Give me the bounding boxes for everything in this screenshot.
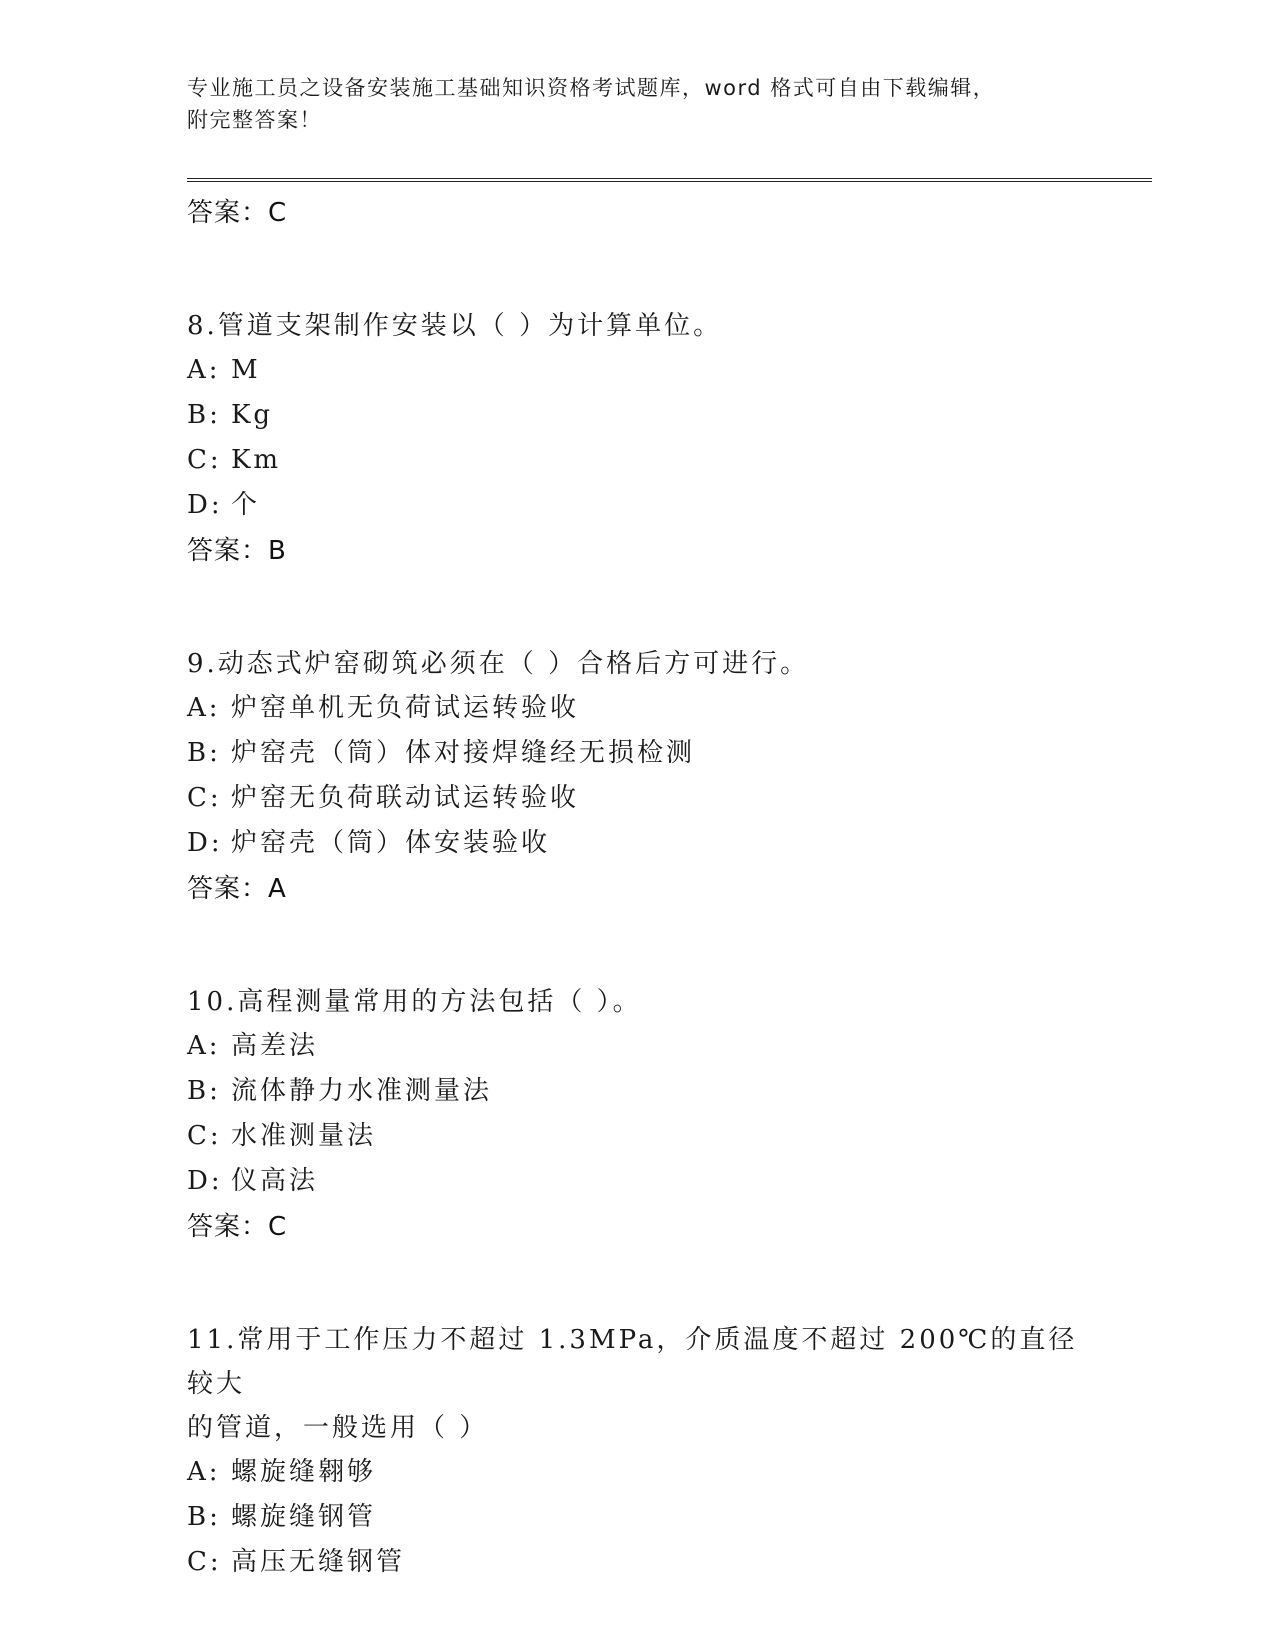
option-text: 水准测量法: [231, 1121, 377, 1151]
option-letter: B:: [187, 400, 221, 430]
option-a: [187, 348, 1087, 393]
option-text: 个: [231, 490, 261, 520]
question-9: [187, 642, 1087, 912]
question-stem: [187, 1318, 1087, 1450]
option-letter: C:: [187, 1121, 222, 1151]
header-line-1: 专业施工员之设备安装施工基础知识资格考试题库，word 格式可自由下载编辑，: [187, 76, 996, 100]
option-letter: C:: [187, 1547, 222, 1577]
option-b: [187, 1495, 1087, 1540]
answer-value: C: [268, 198, 288, 228]
option-a: [187, 1024, 1087, 1069]
option-text: 流体静力水准测量法: [231, 1076, 493, 1106]
option-text: Kg: [231, 400, 274, 430]
header-double-rule: [187, 178, 1152, 182]
option-text: 高压无缝钢管: [231, 1547, 406, 1577]
option-text: 炉窑无负荷联动试运转验收: [231, 783, 580, 813]
option-letter: D:: [187, 1166, 223, 1196]
option-letter: B:: [187, 1076, 221, 1106]
option-text: M: [231, 355, 261, 385]
option-text: 螺旋缝翱够: [231, 1457, 377, 1487]
option-b: [187, 1069, 1087, 1114]
question-list: [187, 190, 1087, 1585]
option-d: [187, 821, 1087, 866]
option-d: [187, 483, 1087, 528]
option-c: [187, 1114, 1087, 1159]
option-letter: D:: [187, 490, 223, 520]
option-a: [187, 686, 1087, 731]
answer-label: 答案：: [187, 1212, 269, 1242]
question-11: [187, 1318, 1087, 1585]
option-text: 螺旋缝钢管: [231, 1502, 377, 1532]
option-letter: A:: [187, 693, 221, 723]
header-line-2: 附完整答案！: [187, 108, 322, 132]
option-letter: C:: [187, 783, 222, 813]
option-text: 炉窑壳（筒）体安装验收: [231, 828, 551, 858]
option-text: 仪高法: [231, 1166, 319, 1196]
question-10: [187, 980, 1087, 1250]
option-b: [187, 393, 1087, 438]
answer-value: C: [268, 1212, 288, 1242]
question-stem: 9.动态式炉窑砌筑必须在（ ）合格后方可进行。: [187, 649, 810, 679]
option-text: Km: [231, 445, 282, 475]
option-text: 高差法: [231, 1031, 319, 1061]
answer-value: B: [268, 536, 287, 566]
option-c: [187, 776, 1087, 821]
option-c: [187, 438, 1087, 483]
option-letter: B:: [187, 1502, 221, 1532]
option-d: [187, 1159, 1087, 1204]
option-b: [187, 731, 1087, 776]
option-letter: D:: [187, 828, 223, 858]
answer-label: 答案：: [187, 536, 269, 566]
question-stem: 10.高程测量常用的方法包括（ ）。: [187, 987, 642, 1017]
answer-label: 答案：: [187, 198, 269, 228]
answer-line: [187, 866, 1087, 912]
answer-value: A: [268, 874, 287, 904]
question-stem: 8.管道支架制作安装以（ ）为计算单位。: [187, 311, 723, 341]
document-header: [187, 72, 1067, 136]
option-c: [187, 1540, 1087, 1585]
option-text: 炉窑壳（筒）体对接焊缝经无损检测: [231, 738, 696, 768]
option-letter: A:: [187, 355, 221, 385]
question-stem-line-1: 11.常用于工作压力不超过 1.3MPa，介质温度不超过 200℃的直径较大: [187, 1325, 1078, 1399]
answer-line: [187, 1204, 1087, 1250]
option-text: 炉窑单机无负荷试运转验收: [231, 693, 580, 723]
question-8: [187, 304, 1087, 574]
option-letter: A:: [187, 1457, 221, 1487]
answer-line: [187, 190, 1087, 236]
option-letter: C:: [187, 445, 222, 475]
question-stem-line-2: 的管道，一般选用（ ）: [187, 1413, 489, 1443]
answer-label: 答案：: [187, 874, 269, 904]
option-letter: B:: [187, 738, 221, 768]
answer-line: [187, 528, 1087, 574]
option-a: [187, 1450, 1087, 1495]
option-letter: A:: [187, 1031, 221, 1061]
